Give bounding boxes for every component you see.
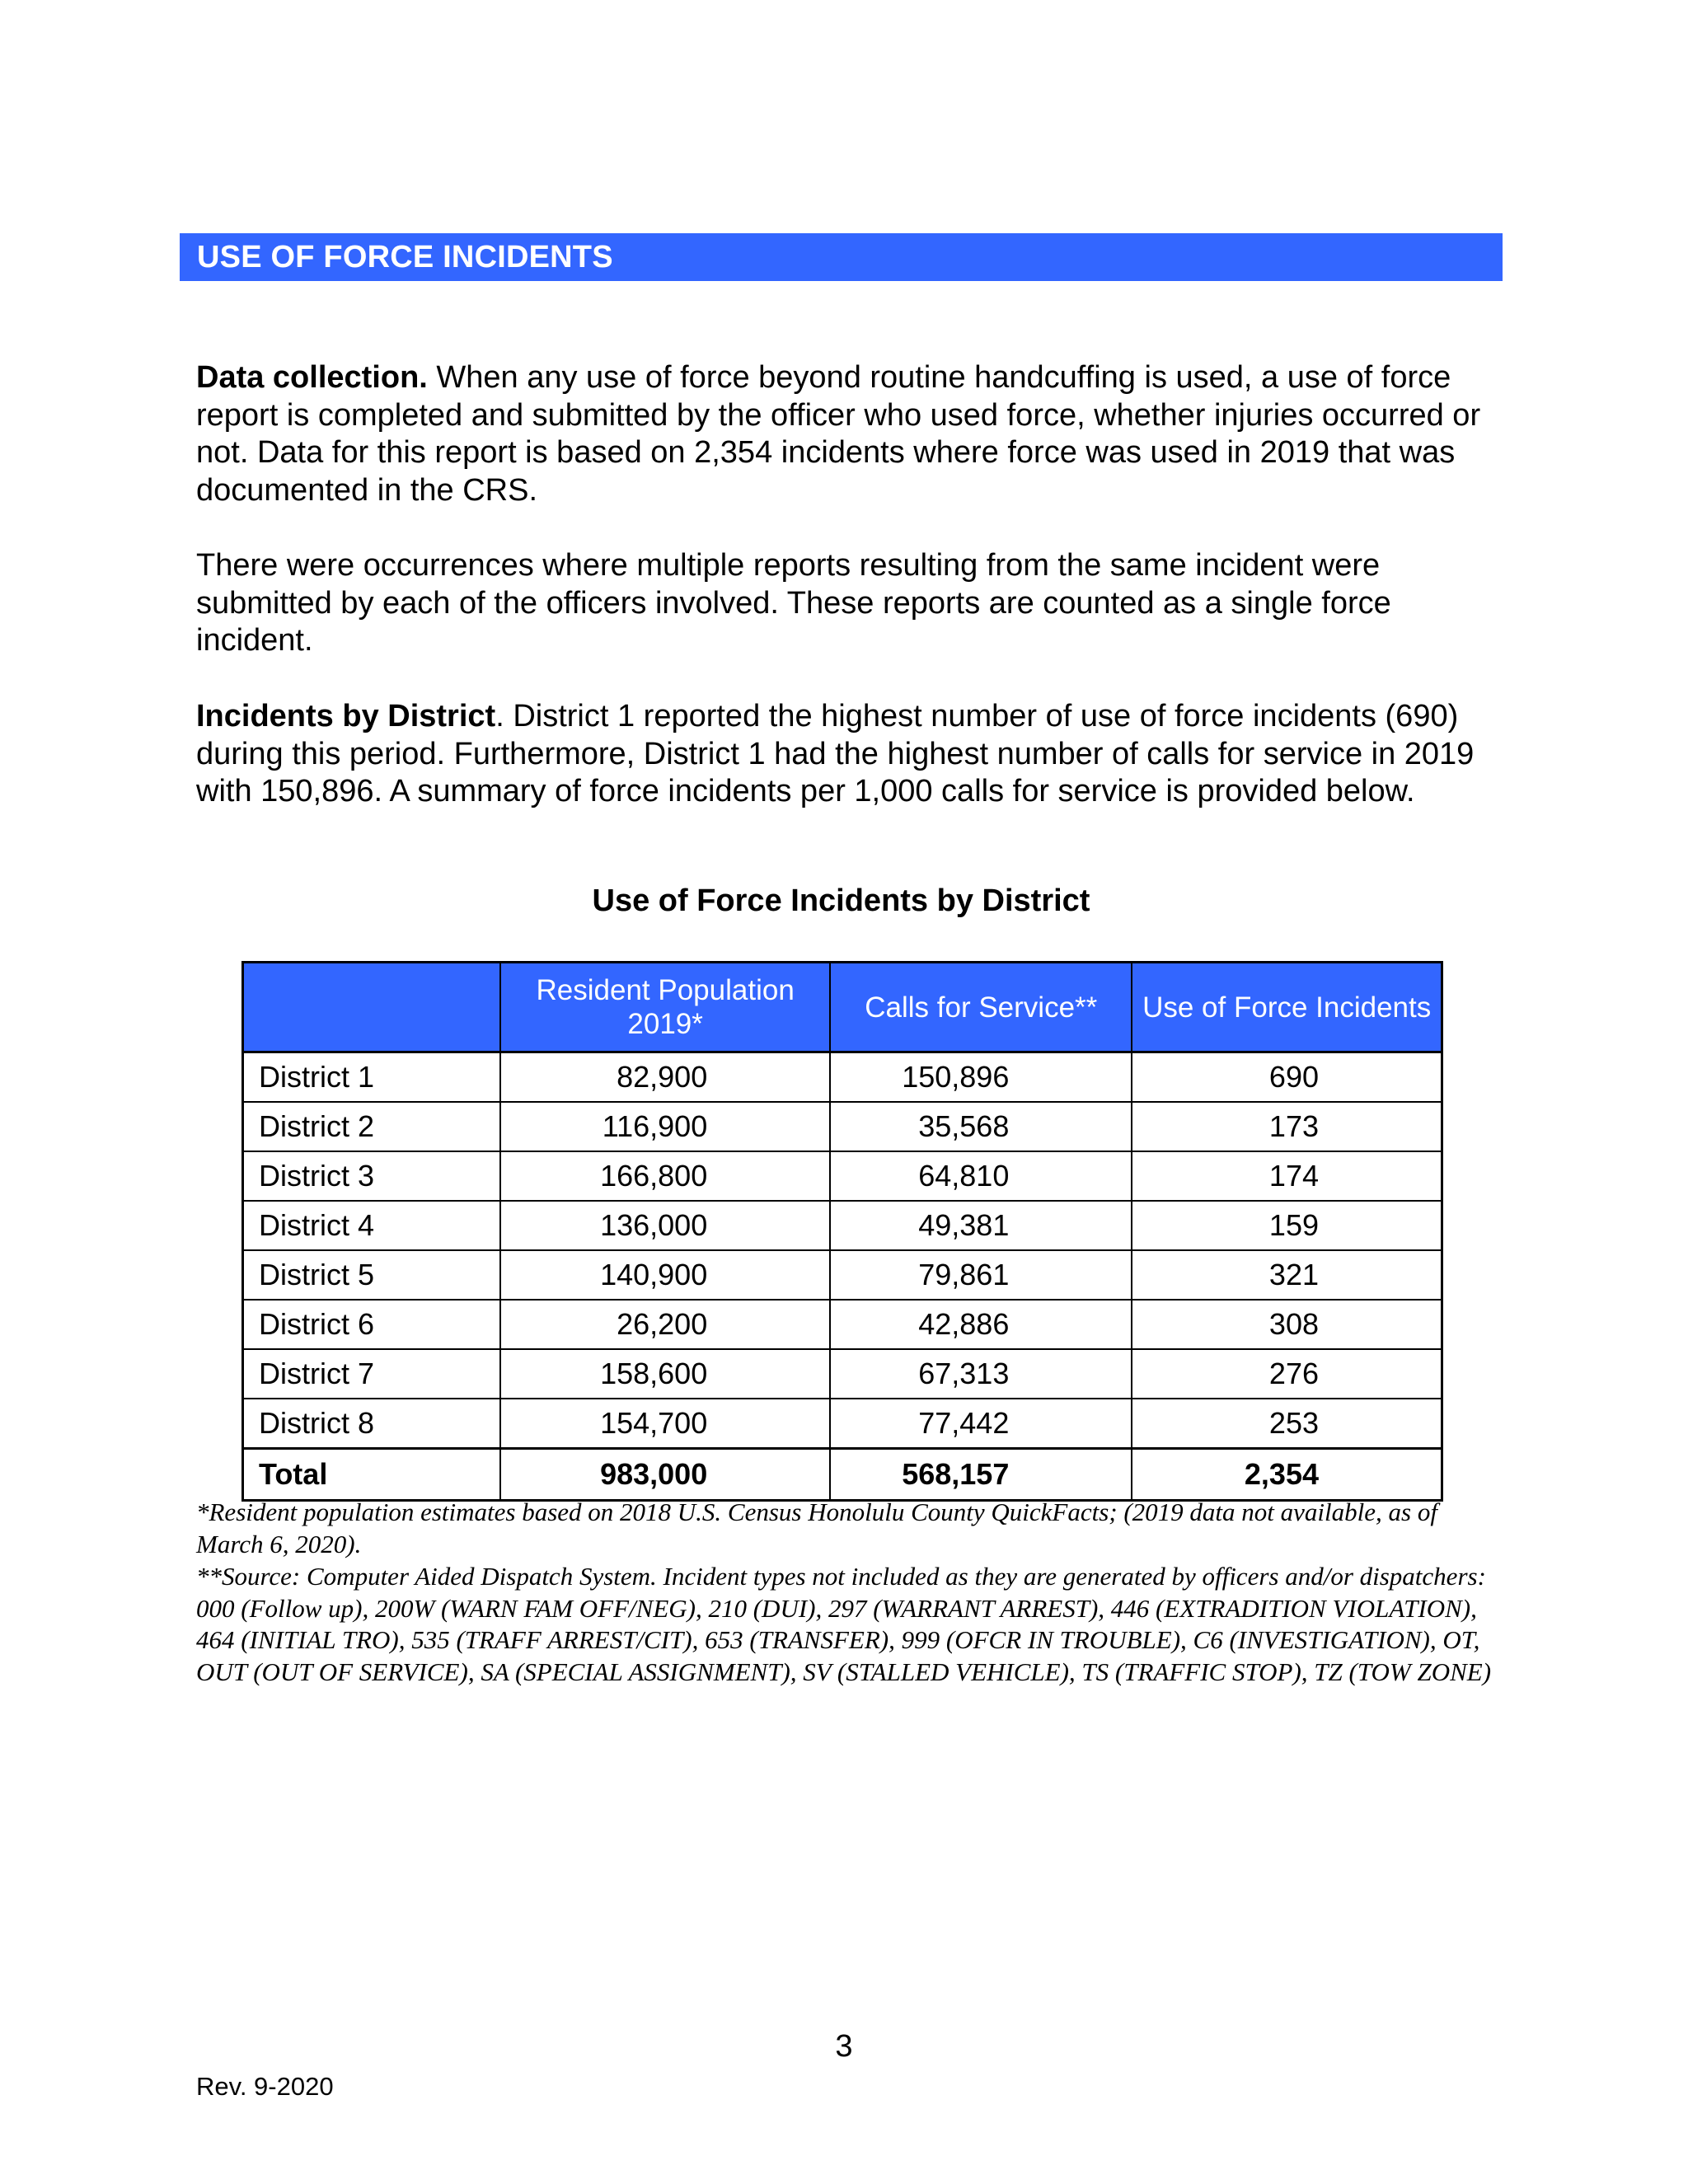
district-name: District 1	[243, 1052, 501, 1103]
data-collection-text: When any use of force beyond routine handcuffing is used, a use of force report is completed and submitted by the officer who used force, whether injuries occurred or not. Data for this report is based on 2,354 incidents where force was used in 2019 that was documented in the CRS.	[196, 360, 1481, 508]
table-row	[243, 1349, 1442, 1399]
population-cell: 166,800	[500, 1151, 830, 1201]
district-name: District 3	[243, 1151, 501, 1201]
source-footnote: **Source: Computer Aided Dispatch System. Incident types not included as they are generated by officers and/or dispatchers: 000 (Follow up), 200W (WARN FAM OFF/NEG), 210 (DUI), 297 (WARRANT ARREST), 446 (EXTRADITION VIOLATION), 464 (INITIAL TRO), 535 (TRAFF ARREST/CIT), 653 (TRANSFER), 999 (OFCR IN TROUBLE), C6 (INVESTIGATION), OT, OUT (OUT OF SERVICE), SA (SPECIAL ASSIGNMENT), SV (STALLED VEHICLE), TS (TRAFFIC STOP), TZ (TOW ZONE)	[196, 1562, 1492, 1686]
population-cell: 82,900	[500, 1052, 830, 1103]
incidents-cell: 321	[1132, 1250, 1442, 1300]
population-cell: 116,900	[500, 1102, 830, 1151]
district-name: District 5	[243, 1250, 501, 1300]
district-name: District 4	[243, 1201, 501, 1250]
calls-cell: 77,442	[830, 1399, 1132, 1449]
table-row	[243, 1300, 1442, 1349]
incidents-cell: 173	[1132, 1102, 1442, 1151]
total-label: Total	[243, 1449, 501, 1501]
table-title: Use of Force Incidents by District	[592, 883, 1090, 918]
table-row	[243, 1250, 1442, 1300]
population-cell: 140,900	[500, 1250, 830, 1300]
table-total-row	[243, 1449, 1442, 1501]
incidents-text: . District 1 reported the highest number of use of force incidents (690) during this period. Furthermore, District 1 had the highest number of calls for service in 2019 with 150,896. A summary of force incidents per 1,000 calls for service is provided below.	[196, 699, 1475, 808]
data-collection-paragraph	[196, 359, 1498, 509]
calls-cell: 42,886	[830, 1300, 1132, 1349]
calls-cell: 35,568	[830, 1102, 1132, 1151]
header-calls: Calls for Service**	[830, 963, 1132, 1052]
table-row	[243, 1201, 1442, 1250]
page-number: 3	[835, 2029, 853, 2064]
population-footnote: *Resident population estimates based on 2018 U.S. Census Honolulu County QuickFacts; (2019 data not available, as of March 6, 2020).	[196, 1497, 1437, 1558]
total-population: 983,000	[500, 1449, 830, 1501]
table-row	[243, 1052, 1442, 1103]
total-incidents: 2,354	[1132, 1449, 1442, 1501]
table-header-row	[243, 963, 1442, 1052]
district-name: District 7	[243, 1349, 501, 1399]
population-cell: 158,600	[500, 1349, 830, 1399]
header-district	[243, 963, 501, 1052]
table-row	[243, 1102, 1442, 1151]
total-calls: 568,157	[830, 1449, 1132, 1501]
revision-label: Rev. 9-2020	[196, 2072, 334, 2101]
section-title: USE OF FORCE INCIDENTS	[197, 239, 613, 274]
incidents-heading: Incidents by District	[196, 699, 496, 733]
district-name: District 2	[243, 1102, 501, 1151]
population-cell: 154,700	[500, 1399, 830, 1449]
population-cell: 26,200	[500, 1300, 830, 1349]
calls-cell: 67,313	[830, 1349, 1132, 1399]
calls-cell: 79,861	[830, 1250, 1132, 1300]
calls-cell: 64,810	[830, 1151, 1132, 1201]
district-name: District 6	[243, 1300, 501, 1349]
calls-cell: 49,381	[830, 1201, 1132, 1250]
data-collection-heading: Data collection.	[196, 360, 428, 395]
header-incidents: Use of Force Incidents	[1132, 963, 1442, 1052]
table-row	[243, 1151, 1442, 1201]
incidents-cell: 690	[1132, 1052, 1442, 1103]
incidents-cell: 159	[1132, 1201, 1442, 1250]
population-cell: 136,000	[500, 1201, 830, 1250]
incidents-cell: 253	[1132, 1399, 1442, 1449]
incidents-cell: 308	[1132, 1300, 1442, 1349]
incidents-cell: 174	[1132, 1151, 1442, 1201]
multiple-reports-paragraph: There were occurrences where multiple reports resulting from the same incident were submitted by each of the officers involved. These reports are counted as a single force incident.	[196, 548, 1391, 658]
header-population: Resident Population 2019*	[500, 963, 830, 1052]
incidents-cell: 276	[1132, 1349, 1442, 1399]
section-banner	[180, 233, 1503, 281]
incidents-by-district-paragraph	[196, 698, 1498, 811]
calls-cell: 150,896	[830, 1052, 1132, 1103]
district-name: District 8	[243, 1399, 501, 1449]
district-table	[241, 961, 1443, 1502]
table-row	[243, 1399, 1442, 1449]
